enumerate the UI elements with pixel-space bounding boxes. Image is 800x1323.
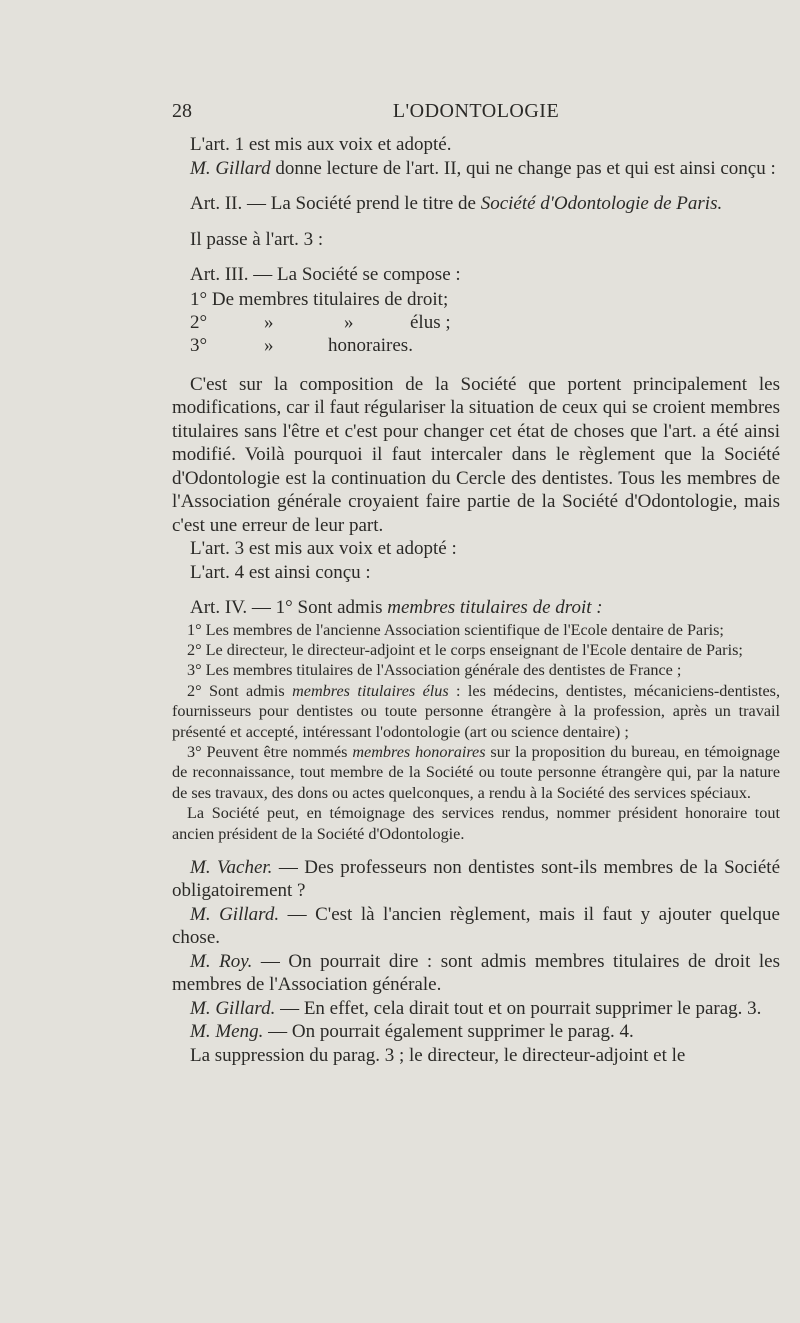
page-body (172, 133, 780, 1067)
ditto-mark: » (344, 311, 354, 333)
ditto-mark: » (264, 311, 274, 333)
paragraph-gillard-reads: M. Gillard donne lecture de l'art. II, qui ne change pas et qui est ainsi conçu : (190, 157, 776, 179)
page-number: 28 (172, 100, 192, 122)
running-title: L'ODONTOLOGIE (392, 100, 560, 122)
article-3-item-3-number: 3° (190, 334, 208, 356)
discussion-roy: M. Roy. — On pourrait dire : sont admis membres titulaires de droit les membres de l'Association générale. (172, 950, 780, 996)
ditto-mark: » (264, 334, 274, 356)
paragraph-art4-intro: L'art. 4 est ainsi conçu : (190, 561, 371, 583)
article-4-item-f: La Société peut, en témoignage des services rendus, nommer président honoraire tout ancien président de la Société d'Odontologie. (172, 804, 780, 843)
paragraph-composition: C'est sur la composition de la Société que portent principalement les modifications, car il faut régulariser la situation de ceux qui se croient membres titulaires sans l'être et c'est pour changer cet état de choses que l'art. a été ainsi modifié. Voilà pourquoi il faut intercaler dans le règlement que la Société d'Odontologie est la continuation du Cercle des dentistes. Tous les membres de l'Association générale croyaient faire partie de la Société d'Odontologie, mais c'est une erreur de leur part. (172, 373, 780, 536)
page-header (172, 100, 780, 126)
article-3-item-1: 1° De membres titulaires de droit; (190, 288, 449, 310)
paragraph-art3-adopted: L'art. 3 est mis aux voix et adopté : (190, 538, 457, 559)
speaker-name: M. Meng. (190, 1021, 264, 1043)
speaker-name: M. Gillard. (190, 997, 276, 1019)
discussion-vacher: M. Vacher. — Des professeurs non dentistes sont-ils membres de la Société obligatoirement ? (172, 856, 781, 902)
discussion-suppression: La suppression du parag. 3 ; le directeur, le directeur-adjoint et le (190, 1044, 686, 1066)
article-4-item-c: 3° Les membres titulaires de l'Association générale des dentistes de France ; (187, 661, 682, 680)
article-3-list (172, 289, 780, 361)
article-2: Art. II. — La Société prend le titre de Société d'Odontologie de Paris. (190, 193, 723, 214)
article-4-item-a: 1° Les membres de l'ancienne Association scientifique de l'Ecole dentaire de Paris; (187, 620, 724, 639)
speaker-name: M. Roy. (190, 950, 253, 972)
article-4-item-d: 2° Sont admis membres titulaires élus : les médecins, dentistes, mécaniciens-dentistes, fournisseurs pour dentistes ou toute personne étrangère à la profession, après un travail présenté et accepté, intéressant l'odontologie (art ou science dentaire) ; (172, 681, 781, 741)
article-3-item-2-number: 2° (190, 311, 208, 333)
speaker-name: M. Gillard. (190, 903, 280, 925)
article-3-item-3-word: honoraires. (328, 334, 413, 356)
paragraph-art1-adopted: L'art. 1 est mis aux voix et adopté. (190, 134, 452, 155)
article-4-item-b: 2° Le directeur, le directeur-adjoint et le corps enseignant de l'Ecole dentaire de Paris; (187, 640, 743, 659)
article-3-head: Art. III. — La Société se compose : (190, 264, 461, 285)
article-3-item-2-word: élus ; (410, 311, 451, 333)
article-4-item-e: 3° Peuvent être nommés membres honoraires sur la proposition du bureau, en témoignage de reconnaissance, tout membre de la Société ou toute personne étrangère qui, par la nature de ses travaux, des dons ou actes quelconques, a rendu à la Société des services spéciaux. (172, 742, 780, 802)
discussion-gillard-1: M. Gillard. — C'est là l'ancien règlement, mais il faut y ajouter quelque chose. (172, 903, 780, 949)
society-name: Société d'Odontologie de Paris. (480, 193, 723, 214)
discussion-gillard-2: M. Gillard. — En effet, cela dirait tout et on pourrait supprimer le parag. 3. (190, 997, 762, 1019)
speaker-name: M. Vacher. (190, 856, 273, 878)
paragraph-pass-art3: Il passe à l'art. 3 : (190, 228, 324, 250)
speaker-name: M. Gillard (190, 157, 271, 179)
discussion-meng: M. Meng. — On pourrait également supprimer le parag. 4. (190, 1021, 634, 1043)
article-4-head: Art. IV. — 1° Sont admis membres titulaires de droit : (190, 597, 603, 618)
